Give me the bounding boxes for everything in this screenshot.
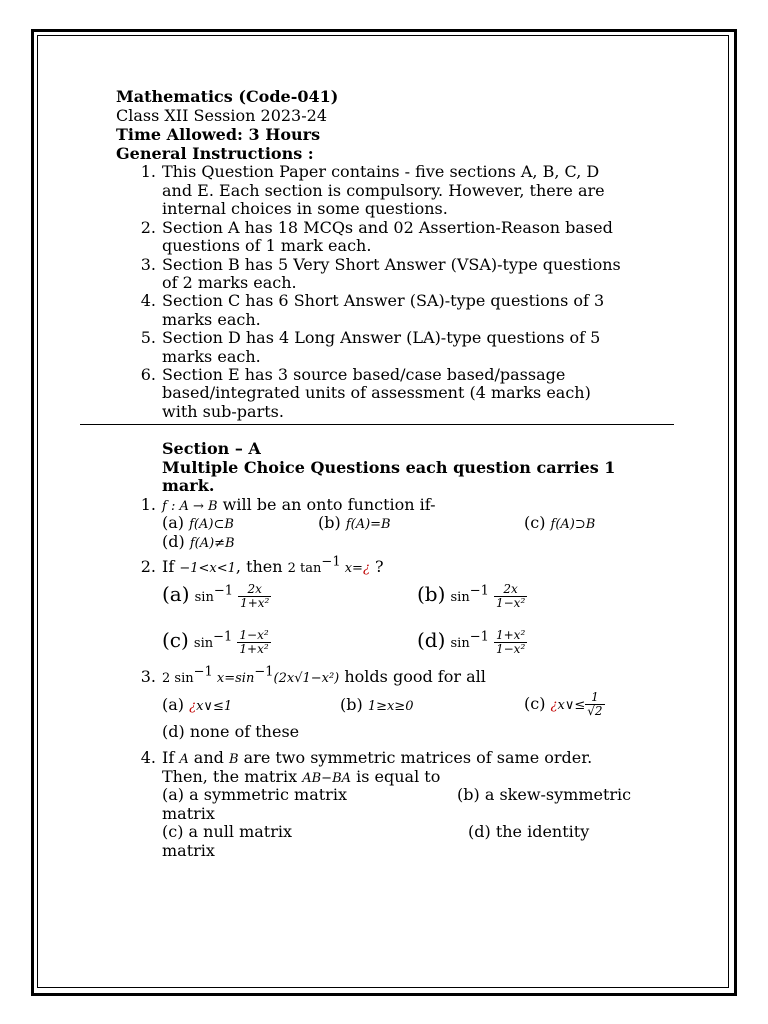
option-a[interactable]: [162, 696, 232, 716]
question-math: f : A → B: [162, 499, 218, 514]
option-d[interactable]: [162, 533, 235, 553]
question-stem: Then, the matrix: [162, 767, 303, 786]
section-a-subtitle-cont: mark.: [162, 476, 215, 495]
denominator: 1−x²: [495, 642, 526, 656]
question-text: [162, 664, 486, 688]
instruction-line: Section E has 3 source based/case based/passage: [162, 365, 566, 384]
instruction-number: 4.: [140, 291, 156, 310]
option-math: sin: [194, 590, 214, 605]
numerator: 2x: [494, 583, 527, 597]
denominator: 1+x²: [239, 642, 269, 656]
superscript: −1: [213, 629, 233, 645]
option-a[interactable]: [162, 514, 234, 534]
time-allowed: Time Allowed: 3 Hours: [116, 125, 321, 144]
option-label: (c): [524, 694, 551, 713]
option-c[interactable]: [524, 688, 605, 722]
option-b-continued: matrix: [162, 804, 215, 823]
option-label: (c): [524, 513, 551, 532]
denominator: 1+x²: [240, 596, 270, 610]
option-label: (d): [417, 628, 446, 652]
fraction: [237, 629, 270, 656]
question-math: AB−BA: [302, 771, 352, 786]
instruction-number: 6.: [140, 365, 156, 384]
question-math: −1<x<1: [179, 561, 236, 576]
question-stem: If: [162, 748, 180, 767]
instruction-number: 1.: [140, 162, 156, 181]
option-b[interactable]: (b) a skew-symmetric: [457, 785, 632, 804]
question-stem: holds good for all: [339, 667, 486, 686]
instruction-line: of 2 marks each.: [162, 273, 297, 292]
instruction-line: Section C has 6 Short Answer (SA)-type questions of 3: [162, 291, 605, 310]
numerator: 1: [585, 691, 604, 705]
question-stem: If: [162, 557, 180, 576]
class-session: Class XII Session 2023-24: [116, 106, 327, 125]
question-math: B: [228, 752, 239, 767]
numerator: 2x: [238, 583, 271, 597]
instruction-number: 2.: [140, 218, 156, 237]
question-stem: and: [188, 748, 229, 767]
render-glitch: ¿: [189, 699, 197, 714]
instruction-line: Section A has 18 MCQs and 02 Assertion-Reason based: [162, 218, 613, 237]
option-math: sin: [193, 636, 214, 651]
option-b[interactable]: [417, 580, 527, 612]
section-divider: [80, 424, 674, 425]
instruction-line: This Question Paper contains - five sections A, B, C, D: [162, 162, 600, 181]
superscript: −1: [469, 583, 489, 599]
numerator: 1+x²: [495, 628, 526, 642]
superscript: −1: [321, 554, 341, 570]
question-stem: ?: [369, 557, 384, 576]
question-stem: , then: [235, 557, 288, 576]
option-math: f(A)=B: [345, 517, 391, 532]
option-label: (a): [162, 513, 190, 532]
instruction-line: questions of 1 mark each.: [162, 236, 372, 255]
fraction: [585, 691, 604, 718]
question-math: x=: [340, 561, 363, 576]
question-text: [162, 749, 592, 769]
option-c[interactable]: [524, 514, 595, 534]
fraction: [494, 629, 527, 656]
superscript: −1: [469, 629, 489, 645]
denominator: 1−x²: [495, 596, 526, 610]
instruction-line: based/integrated units of assessment (4 marks each): [162, 383, 591, 402]
instruction-line: with sub-parts.: [162, 402, 284, 421]
option-label: (c): [162, 628, 189, 652]
section-a-subtitle: Multiple Choice Questions each question carries 1: [162, 458, 616, 477]
render-glitch: ¿: [362, 561, 370, 576]
option-label: (a): [162, 582, 190, 606]
option-math: sin: [450, 590, 470, 605]
option-d[interactable]: [417, 626, 527, 658]
superscript: −1: [254, 664, 274, 680]
instruction-line: and E. Each section is compulsory. However, there are: [162, 181, 605, 200]
superscript: −1: [213, 583, 233, 599]
option-a[interactable]: [162, 580, 271, 612]
question-math: 2 sin: [162, 671, 194, 686]
question-math: 2 tan: [287, 561, 322, 576]
option-c[interactable]: (c) a null matrix: [162, 822, 293, 841]
question-stem: is equal to: [351, 767, 441, 786]
fraction: [238, 583, 271, 610]
question-number: 1.: [140, 495, 156, 514]
option-label: (b): [417, 582, 446, 606]
option-b[interactable]: [318, 514, 391, 534]
question-stem: are two symmetric matrices of same order.: [238, 748, 593, 767]
question-number: 4.: [140, 748, 156, 767]
option-math: 1≥x≥0: [367, 699, 414, 714]
option-d-continued: matrix: [162, 841, 215, 860]
question-math: (2x√1−x²): [273, 671, 340, 686]
question-text: [162, 554, 384, 578]
instruction-line: marks each.: [162, 310, 261, 329]
instruction-line: Section B has 5 Very Short Answer (VSA)-type questions: [162, 255, 621, 274]
question-stem: will be an onto function if-: [217, 495, 436, 514]
denominator: √2: [587, 704, 603, 718]
option-math: sin: [450, 636, 470, 651]
question-math: A: [179, 752, 189, 767]
option-label: (b): [318, 513, 346, 532]
option-math: x∨≤: [557, 698, 586, 713]
question-number: 3.: [140, 667, 156, 686]
option-c[interactable]: [162, 626, 271, 658]
numerator: 1−x²: [239, 628, 269, 642]
option-label: (d): [162, 532, 190, 551]
instructions-heading: General Instructions :: [116, 144, 314, 163]
instruction-line: internal choices in some questions.: [162, 199, 448, 218]
question-number: 2.: [140, 557, 156, 576]
option-label: (b): [340, 695, 368, 714]
option-math: f(A)≠B: [189, 536, 235, 551]
option-math: f(A)⊂B: [189, 517, 234, 532]
section-a-title: Section – A: [162, 439, 261, 458]
question-text: [162, 496, 436, 516]
question-math: x=sin: [212, 671, 255, 686]
option-d[interactable]: (d) the identity: [468, 822, 590, 841]
option-b[interactable]: [340, 696, 413, 716]
option-math: x∨≤1: [196, 699, 233, 714]
instruction-line: marks each.: [162, 347, 261, 366]
paper-title: Mathematics (Code-041): [116, 87, 339, 106]
instruction-line: Section D has 4 Long Answer (LA)-type questions of 5: [162, 328, 601, 347]
fraction: [494, 583, 527, 610]
option-label: (a): [162, 695, 190, 714]
instruction-number: 3.: [140, 255, 156, 274]
option-d[interactable]: (d) none of these: [162, 722, 300, 741]
instruction-number: 5.: [140, 328, 156, 347]
render-glitch: ¿: [550, 698, 558, 713]
superscript: −1: [193, 664, 213, 680]
option-math: f(A)⊃B: [550, 517, 596, 532]
option-a[interactable]: (a) a symmetric matrix: [162, 785, 347, 804]
